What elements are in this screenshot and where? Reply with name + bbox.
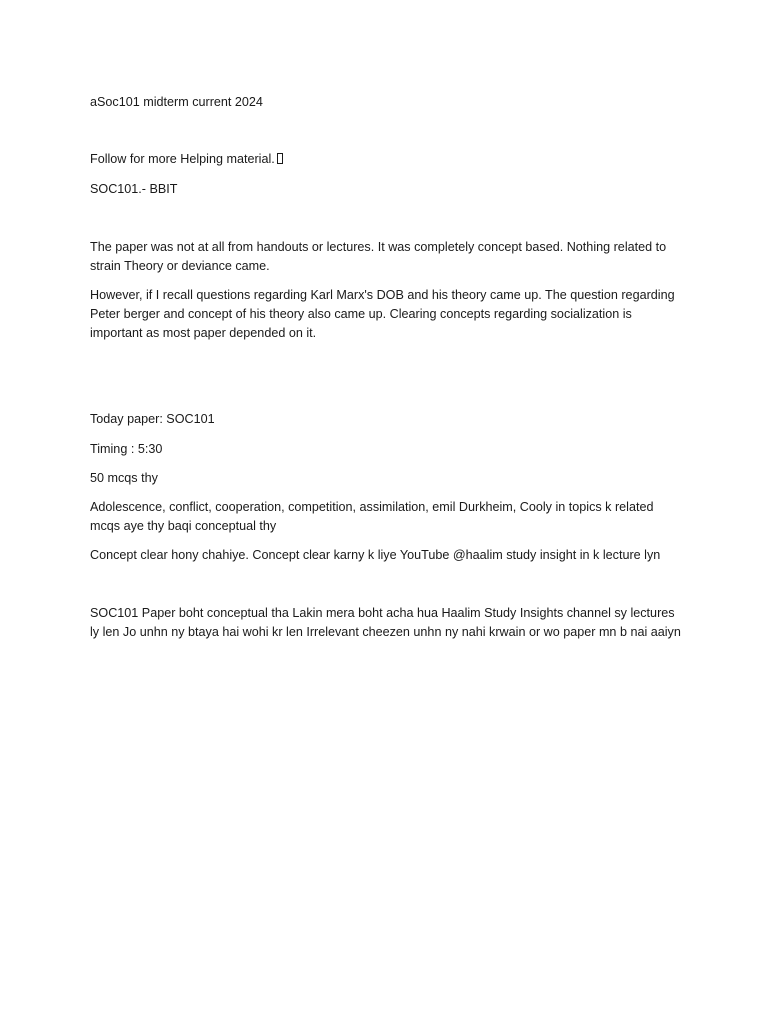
paragraph-recall: However, if I recall questions regarding Karl Marx's DOB and his theory came up. The question regarding Peter berger and concept of his theory also came up. Clearing concepts regarding socialization is important as most paper depended on it. xyxy=(90,288,675,340)
final-paragraph: SOC101 Paper boht conceptual tha Lakin mera boht acha hua Haalim Study Insights channel sy lectures ly len Jo unhn ny btaya hai wohi kr len Irrelevant cheezen unhn ny nahi krwain or wo paper mn b nai aaiyn xyxy=(90,606,681,639)
topics-paragraph: Adolescence, conflict, cooperation, competition, assimilation, emil Durkheim, Cooly in topics k related mcqs aye thy baqi conceptual thy xyxy=(90,500,654,533)
paragraph-handouts: The paper was not at all from handouts or lectures. It was completely concept based. Nothing related to strain Theory or deviance came. xyxy=(90,240,667,273)
concept-line: Concept clear hony chahiye. Concept clear karny k liye YouTube @haalim study insight in k lecture lyn xyxy=(90,548,661,562)
missing-glyph-icon xyxy=(277,153,283,164)
document-title: aSoc101 midterm current 2024 xyxy=(90,95,263,109)
mcqs-line: 50 mcqs thy xyxy=(90,471,158,485)
today-paper-line: Today paper: SOC101 xyxy=(90,412,215,426)
course-line: SOC101.- BBIT xyxy=(90,182,178,196)
follow-line xyxy=(90,150,686,169)
follow-text: Follow for more Helping material. xyxy=(90,152,275,166)
timing-line: Timing : 5:30 xyxy=(90,442,163,456)
